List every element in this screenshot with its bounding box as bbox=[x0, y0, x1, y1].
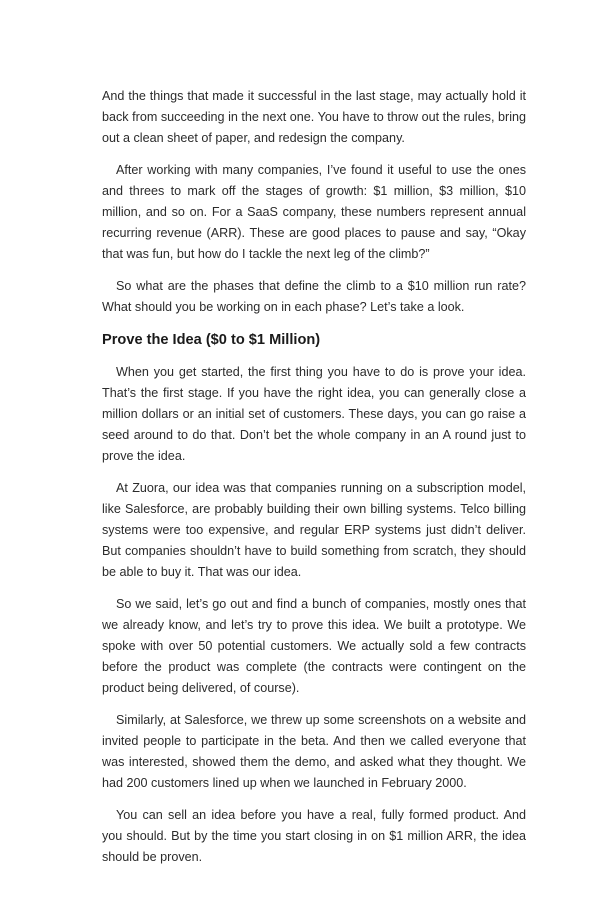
paragraph-section-4: Similarly, at Salesforce, we threw up some screenshots on a website and invited people to participate in the beta. And then we called everyone that was interested, showed them the demo, and asked what they thought. We had 200 customers lined up when we launched in February 2000. bbox=[102, 713, 526, 790]
paragraph-section-1: When you get started, the first thing you have to do is prove your idea. That’s the first stage. If you have the right idea, you can generally close a million dollars or an initial set of customers. These days, you can go raise a seed around to do that. Don’t bet the whole company in an A round just to prove the idea. bbox=[102, 365, 526, 463]
page-body bbox=[102, 86, 526, 879]
paragraph-intro-3: So what are the phases that define the climb to a $10 million run rate? What should you be working on in each phase? Let’s take a look. bbox=[102, 279, 526, 314]
paragraph-intro-1: And the things that made it successful in the last stage, may actually hold it back from succeeding in the next one. You have to throw out the rules, bring out a clean sheet of paper, and redesign the company. bbox=[102, 89, 526, 145]
paragraph-intro-2: After working with many companies, I’ve found it useful to use the ones and threes to mark off the stages of growth: $1 million, $3 million, $10 million, and so on. For a SaaS company, these numbers represent annual recurring revenue (ARR). These are good places to pause and say, “Okay that was fun, but how do I tackle the next leg of the climb?” bbox=[102, 163, 526, 261]
paragraph-section-3: So we said, let’s go out and find a bunch of companies, mostly ones that we already know, and let’s try to prove this idea. We built a prototype. We spoke with over 50 potential customers. We actually sold a few contracts before the product was complete (the contracts were contingent on the product being delivered, of course). bbox=[102, 597, 526, 695]
paragraph-section-5: You can sell an idea before you have a real, fully formed product. And you should. But by the time you start closing in on $1 million ARR, the idea should be proven. bbox=[102, 808, 526, 864]
paragraph-section-2: At Zuora, our idea was that companies running on a subscription model, like Salesforce, are probably building their own billing systems. Telco billing systems were too expensive, and regular ERP systems just didn’t deliver. But companies shouldn’t have to build something from scratch, they should be able to buy it. That was our idea. bbox=[102, 481, 526, 579]
section-heading: Prove the Idea ($0 to $1 Million) bbox=[102, 332, 321, 348]
